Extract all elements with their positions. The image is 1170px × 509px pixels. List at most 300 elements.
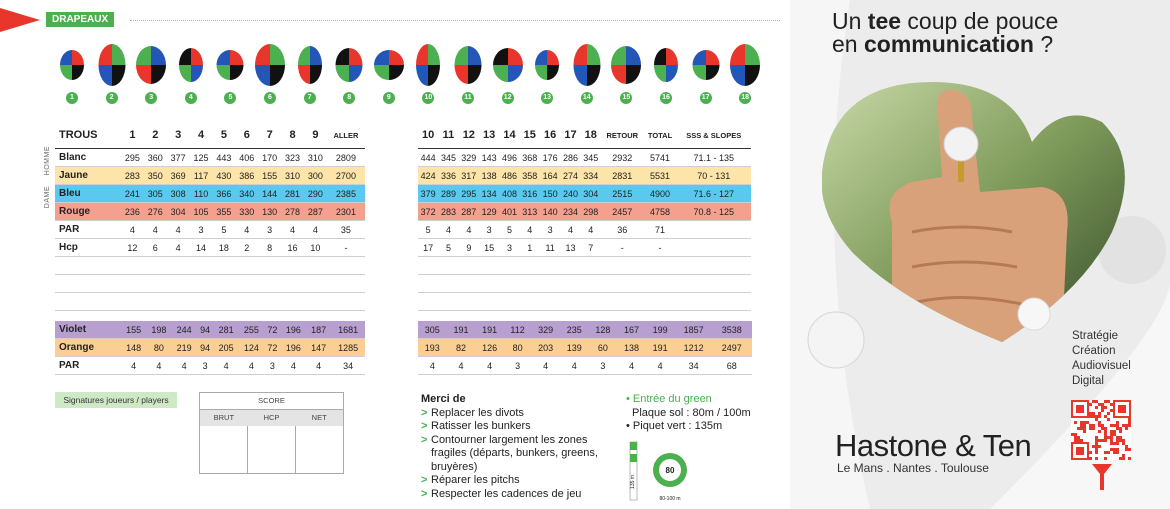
table-cell: 3 (197, 357, 214, 375)
table-cell: 334 (581, 167, 601, 185)
table-cell: 4 (459, 221, 479, 239)
table-header-cell: 17 (560, 122, 580, 149)
table-cell: 358 (520, 167, 540, 185)
table-cell: 3 (264, 357, 281, 375)
table-cell: 15 (479, 239, 499, 257)
table-cell: 4 (121, 221, 144, 239)
table-header-cell: 3 (167, 122, 190, 149)
table-cell: 289 (438, 185, 458, 203)
flag-number: 6 (264, 92, 276, 104)
table-cell: 13 (560, 239, 580, 257)
table-cell: 286 (560, 149, 580, 167)
table-cell: 295 (121, 149, 144, 167)
table-header-cell: 15 (520, 122, 540, 149)
green-flag-5 (213, 42, 247, 101)
table-cell: 3 (589, 357, 618, 375)
table-row-violet (55, 321, 365, 339)
table-header-cell: 14 (499, 122, 519, 149)
flag-number: 13 (541, 92, 553, 104)
table-cell: 377 (167, 149, 190, 167)
dotted-divider (130, 20, 780, 21)
table-cell: 143 (479, 149, 499, 167)
table-cell: 7 (581, 239, 601, 257)
table-cell: 2497 (713, 339, 751, 357)
brand-cities: Le Mans . Nantes . Toulouse (837, 461, 989, 475)
green-flag-16 (649, 42, 683, 101)
table-cell: 71.6 - 127 (676, 185, 751, 203)
table-cell: 4 (581, 221, 601, 239)
table-cell: 5531 (644, 167, 677, 185)
table-cell: 140 (540, 203, 560, 221)
table-header-cell: TOTAL (644, 122, 677, 149)
table-cell: 2932 (601, 149, 644, 167)
table-cell: 313 (520, 203, 540, 221)
score-col-brut: BRUT (213, 413, 235, 422)
score-col-net: NET (311, 413, 327, 422)
table-cell: 4 (560, 221, 580, 239)
table-row-orange (418, 339, 751, 357)
green-flag-8 (332, 42, 366, 101)
green-shape-icon (609, 42, 643, 88)
row-label: Jaune (55, 167, 121, 185)
table-cell: - (644, 239, 677, 257)
score-title: SCORE (200, 393, 343, 410)
table-cell: 4 (121, 357, 146, 375)
empty-cell[interactable] (55, 257, 365, 275)
table-cell: 129 (479, 203, 499, 221)
table-cell: 2515 (601, 185, 644, 203)
row-label: Orange (55, 339, 121, 357)
table-header-cell: 10 (418, 122, 438, 149)
table-cell: 369 (167, 167, 190, 185)
table-cell: 191 (475, 321, 504, 339)
table-cell: 3538 (713, 321, 751, 339)
table-cell: 4 (520, 221, 540, 239)
post-label: 135 m (630, 475, 636, 489)
table-cell: 72 (264, 321, 281, 339)
table-cell: 9 (459, 239, 479, 257)
table-cell: 8 (258, 239, 281, 257)
table-cell: 2700 (327, 167, 365, 185)
front-nine-table-extra (55, 321, 365, 375)
green-flags-row (55, 42, 765, 112)
ground-plate-label: Plaque sol : 80m / 100m (632, 406, 751, 419)
table-cell: 105 (190, 203, 213, 221)
etiquette-item: Replacer les divots (431, 406, 524, 419)
table-cell: 138 (617, 339, 646, 357)
empty-cell[interactable] (55, 293, 365, 311)
green-shape-icon (728, 42, 762, 88)
thumbs-up-golf-photo (822, 82, 1127, 352)
flag-number: 15 (620, 92, 632, 104)
empty-cell[interactable] (55, 275, 365, 293)
table-cell: 72 (264, 339, 281, 357)
green-flag-1 (55, 42, 89, 101)
table-cell: 4 (617, 357, 646, 375)
green-shape-icon (55, 42, 89, 88)
table-cell: 308 (167, 185, 190, 203)
green-shape-icon (253, 42, 287, 88)
table-cell: 345 (438, 149, 458, 167)
table-cell: 4 (146, 357, 171, 375)
table-cell: 3 (504, 357, 531, 375)
table-cell: 3 (499, 239, 519, 257)
table-cell: 196 (281, 339, 306, 357)
green-shape-icon (451, 42, 485, 88)
empty-score-row[interactable] (55, 275, 365, 293)
table-cell: 406 (235, 149, 258, 167)
table-cell: 6 (144, 239, 167, 257)
empty-score-row[interactable] (55, 293, 365, 311)
table-cell: 316 (520, 185, 540, 203)
green-shape-icon (372, 42, 406, 88)
table-cell: 323 (281, 149, 304, 167)
table-cell: 444 (418, 149, 438, 167)
flag-number: 4 (185, 92, 197, 104)
service-item: Audiovisuel (1072, 360, 1131, 372)
table-cell: 295 (459, 185, 479, 203)
table-cell: 496 (499, 149, 519, 167)
green-shape-icon (332, 42, 366, 88)
table-cell: 155 (258, 167, 281, 185)
green-distance-info (626, 393, 751, 434)
row-label: Bleu (55, 185, 121, 203)
table-cell: 283 (121, 167, 144, 185)
table-header-cell: 2 (144, 122, 167, 149)
table-cell: 4 (447, 357, 476, 375)
table-cell: 12 (121, 239, 144, 257)
table-cell: 386 (235, 167, 258, 185)
table-cell: 70.8 - 125 (676, 203, 751, 221)
empty-score-row[interactable] (418, 275, 751, 293)
table-cell: 71 (644, 221, 677, 239)
green-flag-10 (411, 42, 445, 101)
table-cell: 244 (171, 321, 196, 339)
table-cell: 148 (121, 339, 146, 357)
table-header-cell: 5 (213, 122, 236, 149)
marker-sub: 80-100 m (659, 496, 681, 502)
table-cell: 2457 (601, 203, 644, 221)
table-cell: 205 (214, 339, 239, 357)
flag-number: 14 (581, 92, 593, 104)
green-shape-icon (95, 42, 129, 88)
signatures-label: Signatures joueurs / players (55, 392, 177, 408)
flag-number: 17 (700, 92, 712, 104)
marker-value: 80 (665, 466, 675, 475)
etiquette-item: Contourner largement les zones fragiles (départs, bunkers, greens, bruyères) (431, 433, 598, 473)
empty-score-row[interactable] (418, 293, 751, 311)
table-cell: 2301 (327, 203, 365, 221)
table-cell: 144 (258, 185, 281, 203)
table-cell: 5741 (644, 149, 677, 167)
headline-part: ? (1033, 31, 1054, 57)
table-cell: 372 (418, 203, 438, 221)
row-label: PAR (55, 357, 121, 375)
table-cell: 350 (144, 167, 167, 185)
green-flag-17 (689, 42, 723, 101)
table-cell: 379 (418, 185, 438, 203)
headline-bold: tee (867, 8, 902, 34)
table-cell: 3 (540, 221, 560, 239)
table-cell: 16 (281, 239, 304, 257)
table-cell: 4 (235, 221, 258, 239)
headline-part: coup de pouce (901, 8, 1059, 34)
table-cell: 290 (304, 185, 327, 203)
flags-title: DRAPEAUX (46, 12, 114, 27)
table-cell: 355 (213, 203, 236, 221)
table-cell: 274 (560, 167, 580, 185)
table-row-violet (418, 321, 751, 339)
flag-number: 18 (739, 92, 751, 104)
score-cell-brut[interactable] (200, 426, 248, 473)
table-header-cell: TROUS (55, 122, 121, 149)
table-cell: 126 (475, 339, 504, 357)
row-label: Violet (55, 321, 121, 339)
row-label: PAR (55, 221, 121, 239)
green-flag-12 (491, 42, 525, 101)
table-cell: 1285 (331, 339, 365, 357)
golf-ball-icon (806, 310, 866, 370)
etiquette-list: Merci de > Replacer les divots > Ratisser les bunkers > Contourner largement les zones fragiles (départs, bunkers, greens, bruyères) > Réparer les pitchs > Respecter les cadences de jeu (421, 393, 611, 501)
table-cell: 235 (560, 321, 589, 339)
distance-marker-icon (620, 440, 700, 504)
table-cell: 304 (581, 185, 601, 203)
flag-number: 10 (422, 92, 434, 104)
table-cell: 94 (197, 339, 214, 357)
flag-number: 8 (343, 92, 355, 104)
table-cell: 5 (438, 239, 458, 257)
table-cell: 4 (144, 221, 167, 239)
flag-number: 9 (383, 92, 395, 104)
table-cell: 234 (560, 203, 580, 221)
table-header-cell: 7 (258, 122, 281, 149)
score-box (199, 392, 344, 474)
table-cell: 276 (144, 203, 167, 221)
table-cell: 4 (418, 357, 447, 375)
table-cell: 110 (190, 185, 213, 203)
table-cell: 125 (190, 149, 213, 167)
table-row-bleu (55, 185, 365, 203)
green-flag-18 (728, 42, 762, 101)
flag-number: 1 (66, 92, 78, 104)
table-cell: 4 (281, 221, 304, 239)
table-cell: 2385 (327, 185, 365, 203)
green-flag-14 (570, 42, 604, 101)
etiquette-title: Merci de (421, 393, 466, 405)
table-cell: 4900 (644, 185, 677, 203)
table-cell: 124 (239, 339, 264, 357)
table-row-hcp (418, 239, 751, 257)
table-cell: 82 (447, 339, 476, 357)
empty-score-row[interactable] (55, 257, 365, 275)
table-cell: 203 (531, 339, 560, 357)
table-header-cell: ALLER (327, 122, 365, 149)
table-cell: - (327, 239, 365, 257)
green-shape-icon (530, 42, 564, 88)
green-shape-icon (213, 42, 247, 88)
green-flag-9 (372, 42, 406, 101)
green-shape-icon (134, 42, 168, 88)
table-cell: 150 (540, 185, 560, 203)
table-cell: 199 (646, 321, 675, 339)
table-cell: 298 (581, 203, 601, 221)
table-cell: 443 (213, 149, 236, 167)
table-cell: 3 (190, 221, 213, 239)
table-cell (676, 221, 751, 239)
table-row-bleu (418, 185, 751, 203)
table-cell: 4 (171, 357, 196, 375)
row-label: Rouge (55, 203, 121, 221)
table-cell: 300 (304, 167, 327, 185)
table-row-blanc (55, 149, 365, 167)
table-cell: 94 (197, 321, 214, 339)
score-cell-net[interactable] (296, 426, 343, 473)
flag-number: 11 (462, 92, 474, 104)
table-cell: 60 (589, 339, 618, 357)
table-cell: 138 (479, 167, 499, 185)
score-col-hcp: HCP (263, 413, 280, 422)
table-row-jaune (418, 167, 751, 185)
table-cell: 4 (560, 357, 589, 375)
flag-number: 12 (502, 92, 514, 104)
empty-cell[interactable] (418, 293, 751, 311)
table-cell: 11 (540, 239, 560, 257)
table-row-par (418, 221, 751, 239)
table-cell: 240 (560, 185, 580, 203)
table-cell: 281 (214, 321, 239, 339)
score-cell-hcp[interactable] (248, 426, 296, 473)
table-header-cell: RETOUR (601, 122, 644, 149)
table-cell: 241 (121, 185, 144, 203)
table-cell: 330 (235, 203, 258, 221)
flag-number: 2 (106, 92, 118, 104)
table-cell: 4 (306, 357, 331, 375)
green-flag-13 (530, 42, 564, 101)
table-header-cell: 8 (281, 122, 304, 149)
table-cell: 305 (144, 185, 167, 203)
table-cell: 128 (589, 321, 618, 339)
table-cell: 112 (504, 321, 531, 339)
etiquette-item: Ratisser les bunkers (431, 420, 531, 432)
green-shape-icon (293, 42, 327, 88)
table-cell: 193 (418, 339, 447, 357)
table-cell: 4 (239, 357, 264, 375)
empty-score-row[interactable] (418, 257, 751, 275)
table-cell: 80 (504, 339, 531, 357)
green-flag-7 (293, 42, 327, 101)
table-cell: 4 (646, 357, 675, 375)
row-label: Hcp (55, 239, 121, 257)
table-cell: 360 (144, 149, 167, 167)
table-cell: 408 (499, 185, 519, 203)
back-nine-table-extra (418, 321, 751, 375)
table-cell: 139 (560, 339, 589, 357)
services-list (1072, 329, 1131, 389)
table-cell: 191 (646, 339, 675, 357)
green-shape-icon (570, 42, 604, 88)
table-cell: 329 (459, 149, 479, 167)
service-item: Création (1072, 345, 1116, 357)
front-nine-table (55, 122, 365, 329)
table-row-rouge (55, 203, 365, 221)
table-cell: 187 (306, 321, 331, 339)
table-cell: 4 (167, 239, 190, 257)
brand-name: Hastone & Ten (835, 428, 1032, 463)
row-label: Blanc (55, 149, 121, 167)
green-shape-icon (649, 42, 683, 88)
empty-cell[interactable] (418, 257, 751, 275)
table-header-cell: 1 (121, 122, 144, 149)
table-cell: 176 (540, 149, 560, 167)
table-cell: 3 (258, 221, 281, 239)
flag-number: 5 (224, 92, 236, 104)
table-cell: 164 (540, 167, 560, 185)
table-cell: 486 (499, 167, 519, 185)
red-triangle-marker (0, 8, 40, 32)
table-cell: 5 (499, 221, 519, 239)
table-cell: 287 (459, 203, 479, 221)
table-cell: 10 (304, 239, 327, 257)
table-cell: 340 (235, 185, 258, 203)
green-flag-6 (253, 42, 287, 101)
table-cell (676, 239, 751, 257)
green-entry-label: • Entrée du green (626, 393, 712, 405)
headline-part: Un (832, 8, 868, 34)
headline-bold: communication (863, 31, 1034, 57)
empty-cell[interactable] (418, 275, 751, 293)
table-cell: 4 (281, 357, 306, 375)
table-cell: 336 (438, 167, 458, 185)
table-cell: 305 (418, 321, 447, 339)
table-cell: 34 (331, 357, 365, 375)
table-cell: 424 (418, 167, 438, 185)
table-cell: 304 (167, 203, 190, 221)
table-cell: 198 (146, 321, 171, 339)
flag-number: 3 (145, 92, 157, 104)
table-cell: 255 (239, 321, 264, 339)
table-header-cell: 4 (190, 122, 213, 149)
table-cell: 36 (601, 221, 644, 239)
service-item: Digital (1072, 375, 1104, 387)
green-shape-icon (491, 42, 525, 88)
table-cell: 191 (447, 321, 476, 339)
table-cell: 317 (459, 167, 479, 185)
table-row-hcp (55, 239, 365, 257)
table-cell: 117 (190, 167, 213, 185)
table-cell: 34 (675, 357, 713, 375)
table-cell: 3 (479, 221, 499, 239)
table-cell: 5 (418, 221, 438, 239)
etiquette-item: Respecter les cadences de jeu (431, 487, 582, 500)
table-cell: 2831 (601, 167, 644, 185)
table-cell: 401 (499, 203, 519, 221)
side-label-homme: HOMME (44, 146, 51, 176)
table-row-blanc (418, 149, 751, 167)
table-cell: 1857 (675, 321, 713, 339)
table-header-cell: 6 (235, 122, 258, 149)
table-cell: 236 (121, 203, 144, 221)
table-cell: 14 (190, 239, 213, 257)
qr-code-icon[interactable] (1071, 400, 1131, 460)
table-cell: 4 (531, 357, 560, 375)
green-flag-11 (451, 42, 485, 101)
green-shape-icon (689, 42, 723, 88)
table-cell: 329 (531, 321, 560, 339)
table-cell: 4 (475, 357, 504, 375)
table-cell: 35 (327, 221, 365, 239)
table-cell: 366 (213, 185, 236, 203)
table-cell: 219 (171, 339, 196, 357)
